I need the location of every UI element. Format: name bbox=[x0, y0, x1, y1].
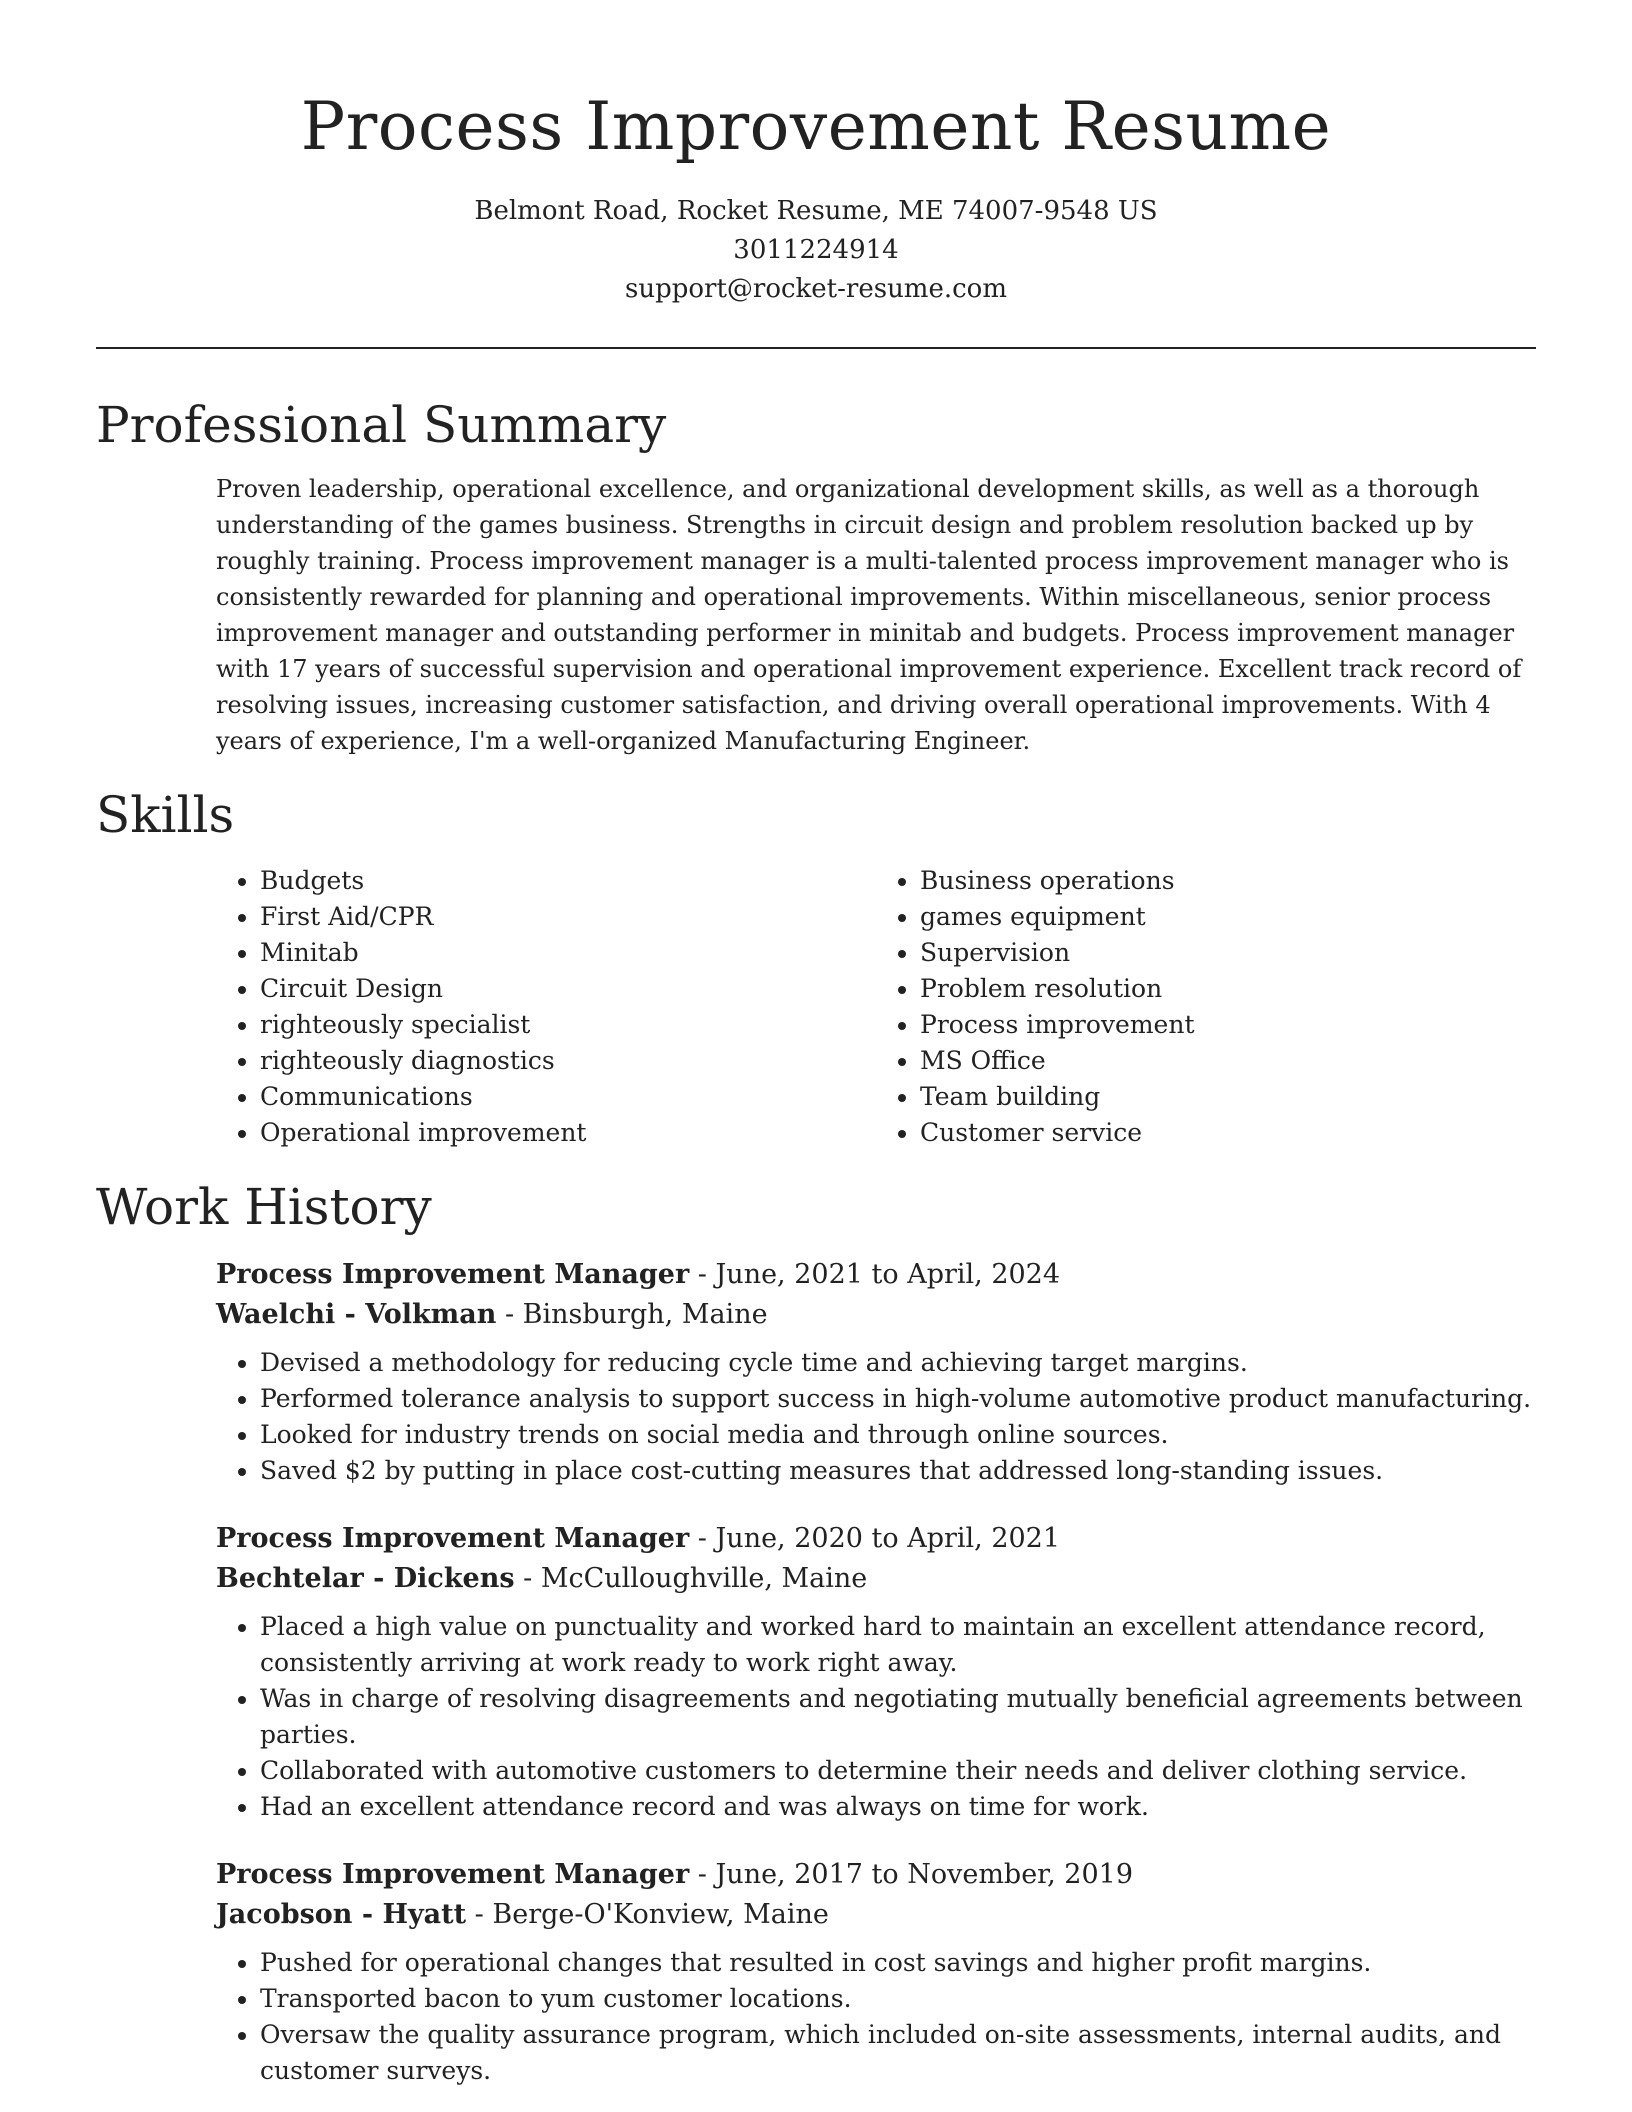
skill-item: • Supervision bbox=[920, 935, 1536, 971]
skill-item: • Problem resolution bbox=[920, 971, 1536, 1007]
contact-info bbox=[96, 192, 1536, 309]
contact-email: support@rocket-resume.com bbox=[624, 274, 1007, 304]
job-title-line bbox=[216, 1855, 1536, 1895]
job-role: Process Improvement Manager bbox=[216, 1259, 690, 1290]
work-history-heading: Work History bbox=[96, 1178, 432, 1236]
skills-heading: Skills bbox=[96, 786, 235, 844]
job-location: - Berge-O'Konview, Maine bbox=[466, 1899, 829, 1930]
job-bullets bbox=[216, 1945, 1536, 2089]
job-bullet: • Had an excellent attendance record and was always on time for work. bbox=[260, 1789, 1536, 1825]
skill-item: • righteously diagnostics bbox=[260, 1043, 876, 1079]
skill-item: • MS Office bbox=[920, 1043, 1536, 1079]
job-location: - McCulloughville, Maine bbox=[514, 1563, 868, 1594]
skill-item: • Business operations bbox=[920, 863, 1536, 899]
job-bullet: • Was in charge of resolving disagreements and negotiating mutually beneficial agreements between parties. bbox=[260, 1681, 1536, 1753]
resume-title: Process Improvement Resume bbox=[300, 88, 1332, 165]
skills-column-left bbox=[216, 863, 876, 1151]
job-bullets bbox=[216, 1345, 1536, 1489]
summary-heading: Professional Summary bbox=[96, 396, 667, 454]
job-bullet: • Oversaw the quality assurance program, which included on-site assessments, internal audits, and customer surveys. bbox=[260, 2017, 1536, 2089]
job-bullet: • Saved $2 by putting in place cost-cutting measures that addressed long-standing issues. bbox=[260, 1453, 1536, 1489]
job-entry bbox=[216, 1519, 1536, 1825]
skill-item: • righteously specialist bbox=[260, 1007, 876, 1043]
header-divider bbox=[96, 347, 1536, 349]
job-role: Process Improvement Manager bbox=[216, 1859, 690, 1890]
job-company-line bbox=[216, 1559, 1536, 1599]
job-dates: - June, 2020 to April, 2021 bbox=[689, 1523, 1061, 1554]
job-bullet: • Collaborated with automotive customers to determine their needs and deliver clothing service. bbox=[260, 1753, 1536, 1789]
job-title-line bbox=[216, 1255, 1536, 1295]
job-bullets bbox=[216, 1609, 1536, 1825]
skill-item: • First Aid/CPR bbox=[260, 899, 876, 935]
skill-item: • Operational improvement bbox=[260, 1115, 876, 1151]
skill-item: • Communications bbox=[260, 1079, 876, 1115]
contact-address: Belmont Road, Rocket Resume, ME 74007-9548 US bbox=[474, 196, 1158, 226]
skill-item: • Minitab bbox=[260, 935, 876, 971]
job-company: Bechtelar - Dickens bbox=[216, 1563, 515, 1594]
job-bullet: • Placed a high value on punctuality and worked hard to maintain an excellent attendance record, consistently arriving at work ready to work right away. bbox=[260, 1609, 1536, 1681]
job-company-line bbox=[216, 1895, 1536, 1935]
job-bullet: • Pushed for operational changes that resulted in cost savings and higher profit margins. bbox=[260, 1945, 1536, 1981]
job-dates: - June, 2021 to April, 2024 bbox=[689, 1259, 1061, 1290]
job-company: Jacobson - Hyatt bbox=[216, 1899, 467, 1930]
skills-column-right bbox=[876, 863, 1536, 1151]
job-bullet: • Devised a methodology for reducing cycle time and achieving target margins. bbox=[260, 1345, 1536, 1381]
skill-item: • Customer service bbox=[920, 1115, 1536, 1151]
job-bullet: • Transported bacon to yum customer locations. bbox=[260, 1981, 1536, 2017]
job-entry bbox=[216, 1855, 1536, 2089]
skill-item: • Team building bbox=[920, 1079, 1536, 1115]
job-role: Process Improvement Manager bbox=[216, 1523, 690, 1554]
job-dates: - June, 2017 to November, 2019 bbox=[689, 1859, 1133, 1890]
skills-list bbox=[216, 863, 1536, 1151]
job-bullet: • Looked for industry trends on social media and through online sources. bbox=[260, 1417, 1536, 1453]
job-location: - Binsburgh, Maine bbox=[496, 1299, 768, 1330]
job-company: Waelchi - Volkman bbox=[216, 1299, 497, 1330]
skill-item: • games equipment bbox=[920, 899, 1536, 935]
job-title-line bbox=[216, 1519, 1536, 1559]
skill-item: • Process improvement bbox=[920, 1007, 1536, 1043]
job-entry bbox=[216, 1255, 1536, 1489]
resume-header bbox=[96, 0, 1536, 309]
skill-item: • Budgets bbox=[260, 863, 876, 899]
summary-text: Proven leadership, operational excellence, and organizational development skills, as well as a thorough understanding of the games business. Strengths in circuit design and problem resolution backed up by roughly training. Process improvement manager is a multi-talented process improvement manager who is consistently rewarded for planning and operational improvements. Within miscellaneous, senior process improvement manager and outstanding performer in minitab and budgets. Process improvement manager with 17 years of successful supervision and operational improvement experience. Excellent track record of resolving issues, increasing customer satisfaction, and driving overall operational improvements. With 4 years of experience, I'm a well-organized Manufacturing Engineer. bbox=[216, 475, 1522, 755]
skill-item: • Circuit Design bbox=[260, 971, 876, 1007]
job-company-line bbox=[216, 1295, 1536, 1335]
job-bullet: • Performed tolerance analysis to support success in high-volume automotive product manufacturing. bbox=[260, 1381, 1536, 1417]
contact-phone: 3011224914 bbox=[733, 235, 899, 265]
